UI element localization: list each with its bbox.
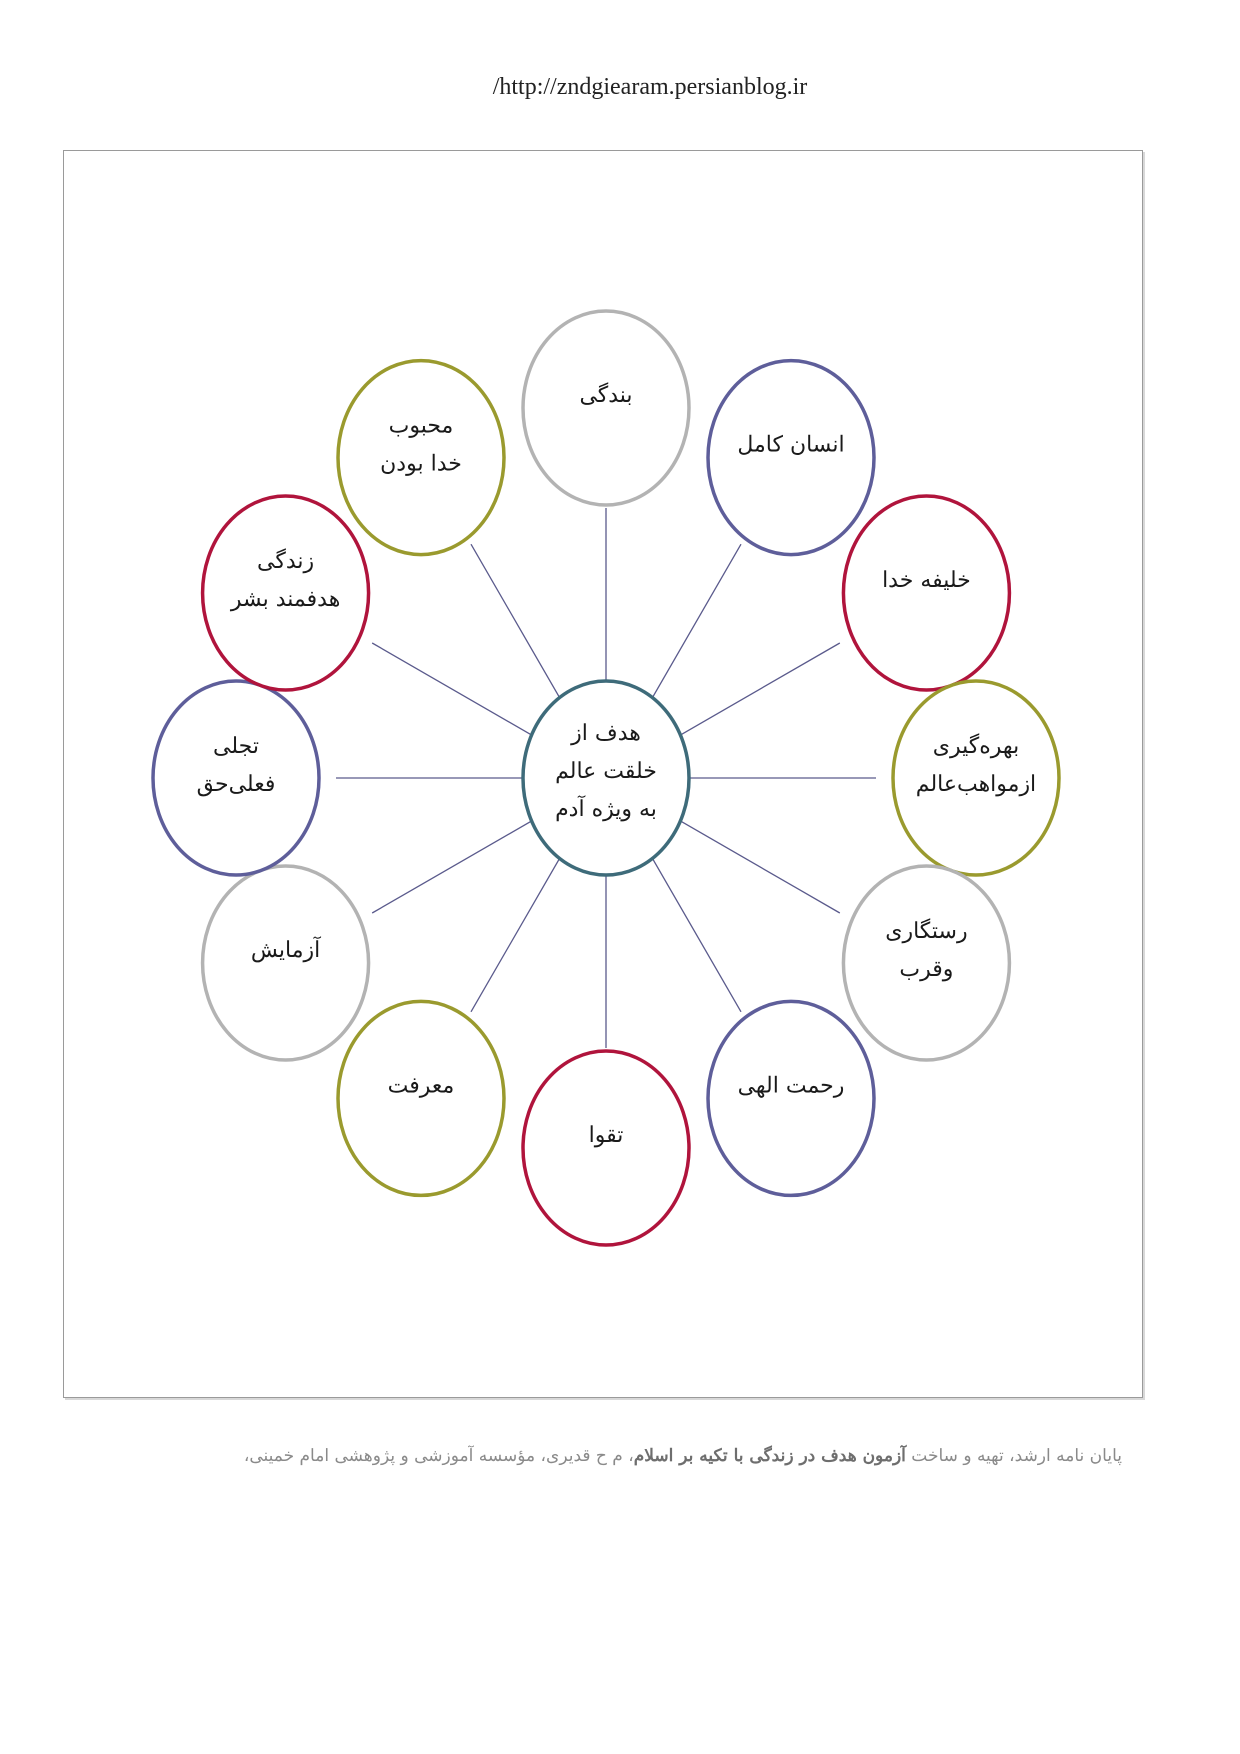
center-node-label-line-1: هدف از bbox=[571, 721, 641, 746]
node-rahmat-elahi bbox=[708, 1001, 874, 1195]
node-ensan-kamel bbox=[708, 361, 874, 555]
node-rastegari-label-line-1: رستگاری bbox=[885, 919, 968, 944]
node-khalifeh-khoda bbox=[843, 496, 1009, 690]
footer-citation-title: آزمون هدف در زندگی با تکیه بر اسلام bbox=[633, 1446, 906, 1466]
node-mahbub-label-line-2: خدا بودن bbox=[380, 451, 462, 477]
node-tajalli-label-line-2: فعلی‌حق bbox=[196, 772, 276, 797]
center-node-label-line-2: خلقت عالم bbox=[555, 759, 657, 784]
node-marefat-label-line-1: معرفت bbox=[387, 1073, 455, 1099]
node-zendegi-hadafmand-label-line-1: زندگی bbox=[257, 549, 315, 574]
node-bandegi-ellipse bbox=[523, 311, 689, 505]
footer-citation-part1: پایان نامه ارشد، تهیه و ساخت bbox=[911, 1446, 1122, 1466]
node-mahbub-label-line-1: محبوب bbox=[388, 413, 454, 439]
node-bahregiri-label-line-1: بهره‌گیری bbox=[932, 734, 1020, 759]
node-ensan-kamel-label-line-1: انسان کامل bbox=[737, 432, 845, 458]
node-marefat bbox=[338, 1001, 504, 1195]
node-bandegi-label-line-1: بندگی bbox=[579, 383, 633, 408]
node-tajalli bbox=[153, 681, 319, 875]
node-azmayesh-label-line-1: آزمایش bbox=[250, 938, 321, 963]
page-header-url[interactable]: /http://zndgiearam.persianblog.ir bbox=[492, 74, 808, 100]
node-azmayesh bbox=[203, 866, 369, 1060]
node-taqva bbox=[523, 1051, 689, 1245]
node-bahregiri bbox=[893, 681, 1059, 875]
footer-citation-part2: ، م ح قدیری، مؤسسه آموزشی و پژوهشی امام خمینی، bbox=[243, 1446, 634, 1466]
footer-citation bbox=[244, 1446, 1122, 1466]
node-khalifeh-khoda-label-line-1: خلیفه خدا bbox=[882, 568, 971, 593]
node-zendegi-hadafmand bbox=[203, 496, 369, 690]
center-node bbox=[523, 681, 689, 875]
node-azmayesh-ellipse bbox=[203, 866, 369, 1060]
node-mahbub bbox=[338, 361, 504, 555]
node-taqva-label-line-1: تقوا bbox=[588, 1123, 624, 1148]
node-zendegi-hadafmand-label-line-2: هدفمند بشر bbox=[230, 587, 341, 612]
node-tajalli-label-line-1: تجلی bbox=[213, 734, 259, 759]
node-taqva-ellipse bbox=[523, 1051, 689, 1245]
node-bahregiri-label-line-2: ازمواهب‌عالم bbox=[915, 772, 1037, 797]
diagram-nodes bbox=[153, 311, 1059, 1245]
center-node-label-line-3: به ویژه آدم bbox=[555, 797, 657, 822]
node-rahmat-elahi-label-line-1: رحمت الهی bbox=[737, 1073, 845, 1099]
node-rastegari-label-line-2: وقرب bbox=[899, 957, 954, 982]
node-rastegari bbox=[843, 866, 1009, 1060]
node-bandegi bbox=[523, 311, 689, 505]
node-khalifeh-khoda-ellipse bbox=[843, 496, 1009, 690]
